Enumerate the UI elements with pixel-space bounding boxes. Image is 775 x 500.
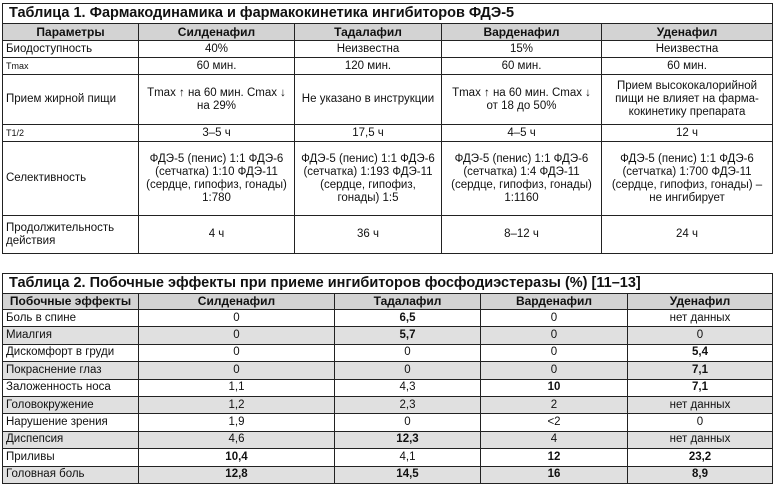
cell: 17,5 ч [295, 125, 442, 142]
header-side-effects: Побочные эффекты [3, 294, 139, 310]
cell: 0 [139, 362, 335, 379]
cell: нет данных [628, 396, 773, 413]
row-label: Миалгия [3, 327, 139, 344]
cell: 12,8 [139, 466, 335, 483]
cell: 5,4 [628, 344, 773, 361]
cell: 16 [481, 466, 628, 483]
cell: 4 [481, 431, 628, 448]
cell: 0 [481, 327, 628, 344]
header-sildenafil: Силденафил [139, 294, 335, 310]
row-label: Приливы [3, 449, 139, 466]
cell: 23,2 [628, 449, 773, 466]
row-label: Головокружение [3, 396, 139, 413]
table-row [3, 310, 773, 327]
table-row [3, 414, 773, 431]
cell: 1,2 [139, 396, 335, 413]
cell: 2 [481, 396, 628, 413]
cell: 10 [481, 379, 628, 396]
header-vardenafil: Варденафил [481, 294, 628, 310]
cell: 7,1 [628, 362, 773, 379]
cell: 3–5 ч [139, 125, 295, 142]
side-effects-rows [3, 310, 773, 484]
row-duration [3, 216, 773, 254]
row-label: Диспепсия [3, 431, 139, 448]
row-half-life [3, 125, 773, 142]
cell: 12,3 [335, 431, 481, 448]
cell: нет данных [628, 310, 773, 327]
header-udenafil: Уденафил [602, 24, 773, 41]
table-row [3, 344, 773, 361]
row-label: Головная боль [3, 466, 139, 483]
cell: 60 мин. [139, 58, 295, 75]
pharmacology-table [2, 3, 773, 254]
row-label: Селективность [3, 142, 139, 216]
cell: 0 [481, 344, 628, 361]
row-label: Боль в спине [3, 310, 139, 327]
cell: 0 [335, 362, 481, 379]
cell: 60 мин. [602, 58, 773, 75]
cell: Неизвестна [295, 41, 442, 58]
cell: 15% [442, 41, 602, 58]
cell: 120 мин. [295, 58, 442, 75]
header-parameters: Параметры [3, 24, 139, 41]
table-row [3, 362, 773, 379]
cell: 4,6 [139, 431, 335, 448]
cell: 0 [481, 310, 628, 327]
cell: 0 [139, 344, 335, 361]
cell: 0 [139, 310, 335, 327]
cell: 12 ч [602, 125, 773, 142]
row-label: T1/2 [3, 125, 139, 142]
cell: 4,1 [335, 449, 481, 466]
cell: 0 [628, 327, 773, 344]
table-row [3, 396, 773, 413]
table-row [3, 449, 773, 466]
cell: 2,3 [335, 396, 481, 413]
cell: 1,1 [139, 379, 335, 396]
cell: Tmax ↑ на 60 мин. Cmax ↓ от 18 до 50% [442, 75, 602, 125]
header-vardenafil: Варденафил [442, 24, 602, 41]
row-label: Tmax [3, 58, 139, 75]
cell: <2 [481, 414, 628, 431]
cell: 0 [481, 362, 628, 379]
row-label: Продолжительность действия [3, 216, 139, 254]
cell: ФДЭ-5 (пенис) 1:1 ФДЭ-6 (сетчатка) 1:4 ФДЭ-11 (сердце, гипофиз, гонады) 1:1160 [442, 142, 602, 216]
row-label: Покраснение глаз [3, 362, 139, 379]
cell: 0 [139, 327, 335, 344]
row-label: Заложенность носа [3, 379, 139, 396]
cell: 36 ч [295, 216, 442, 254]
table-row [3, 431, 773, 448]
cell: Tmax ↑ на 60 мин. Cmax ↓ на 29% [139, 75, 295, 125]
side-effects-table [2, 273, 773, 484]
cell: 1,9 [139, 414, 335, 431]
header-sildenafil: Силденафил [139, 24, 295, 41]
cell: 8–12 ч [442, 216, 602, 254]
cell: 4–5 ч [442, 125, 602, 142]
cell: 14,5 [335, 466, 481, 483]
cell: 4,3 [335, 379, 481, 396]
table-row [3, 327, 773, 344]
row-label: Биодоступность [3, 41, 139, 58]
cell: 5,7 [335, 327, 481, 344]
table-row [3, 466, 773, 483]
row-bioavailability [3, 41, 773, 58]
table-row [3, 379, 773, 396]
row-label: Прием жирной пищи [3, 75, 139, 125]
cell: 24 ч [602, 216, 773, 254]
cell: Не указано в инструкции [295, 75, 442, 125]
table1-title: Таблица 1. Фармакодинамика и фармакокинетика ингибиторов ФДЭ-5 [3, 4, 773, 24]
cell: Прием высококалорийной пищи не влияет на фарма-кокинетику препарата [602, 75, 773, 125]
cell: 7,1 [628, 379, 773, 396]
header-tadalafil: Тадалафил [295, 24, 442, 41]
cell: 0 [628, 414, 773, 431]
table2-title: Таблица 2. Побочные эффекты при приеме ингибиторов фосфодиэстеразы (%) [11–13] [3, 274, 773, 294]
cell: 40% [139, 41, 295, 58]
cell: ФДЭ-5 (пенис) 1:1 ФДЭ-6 (сетчатка) 1:193 ФДЭ-11 (сердце, гипофиз, гонады) 1:5 [295, 142, 442, 216]
row-tmax [3, 58, 773, 75]
row-label: Дискомфорт в груди [3, 344, 139, 361]
cell: ФДЭ-5 (пенис) 1:1 ФДЭ-6 (сетчатка) 1:10 ФДЭ-11 (сердце, гипофиз, гонады) 1:780 [139, 142, 295, 216]
cell: нет данных [628, 431, 773, 448]
cell: 4 ч [139, 216, 295, 254]
cell: 10,4 [139, 449, 335, 466]
row-selectivity [3, 142, 773, 216]
table-separator [0, 264, 775, 273]
row-label: Нарушение зрения [3, 414, 139, 431]
cell: 0 [335, 344, 481, 361]
cell: Неизвестна [602, 41, 773, 58]
row-fatty-food [3, 75, 773, 125]
cell: 8,9 [628, 466, 773, 483]
cell: ФДЭ-5 (пенис) 1:1 ФДЭ-6 (сетчатка) 1:700 ФДЭ-11 (сердце, гипофиз, гонады) – не ингибирует [602, 142, 773, 216]
header-udenafil: Уденафил [628, 294, 773, 310]
cell: 6,5 [335, 310, 481, 327]
cell: 60 мин. [442, 58, 602, 75]
header-tadalafil: Тадалафил [335, 294, 481, 310]
cell: 12 [481, 449, 628, 466]
cell: 0 [335, 414, 481, 431]
